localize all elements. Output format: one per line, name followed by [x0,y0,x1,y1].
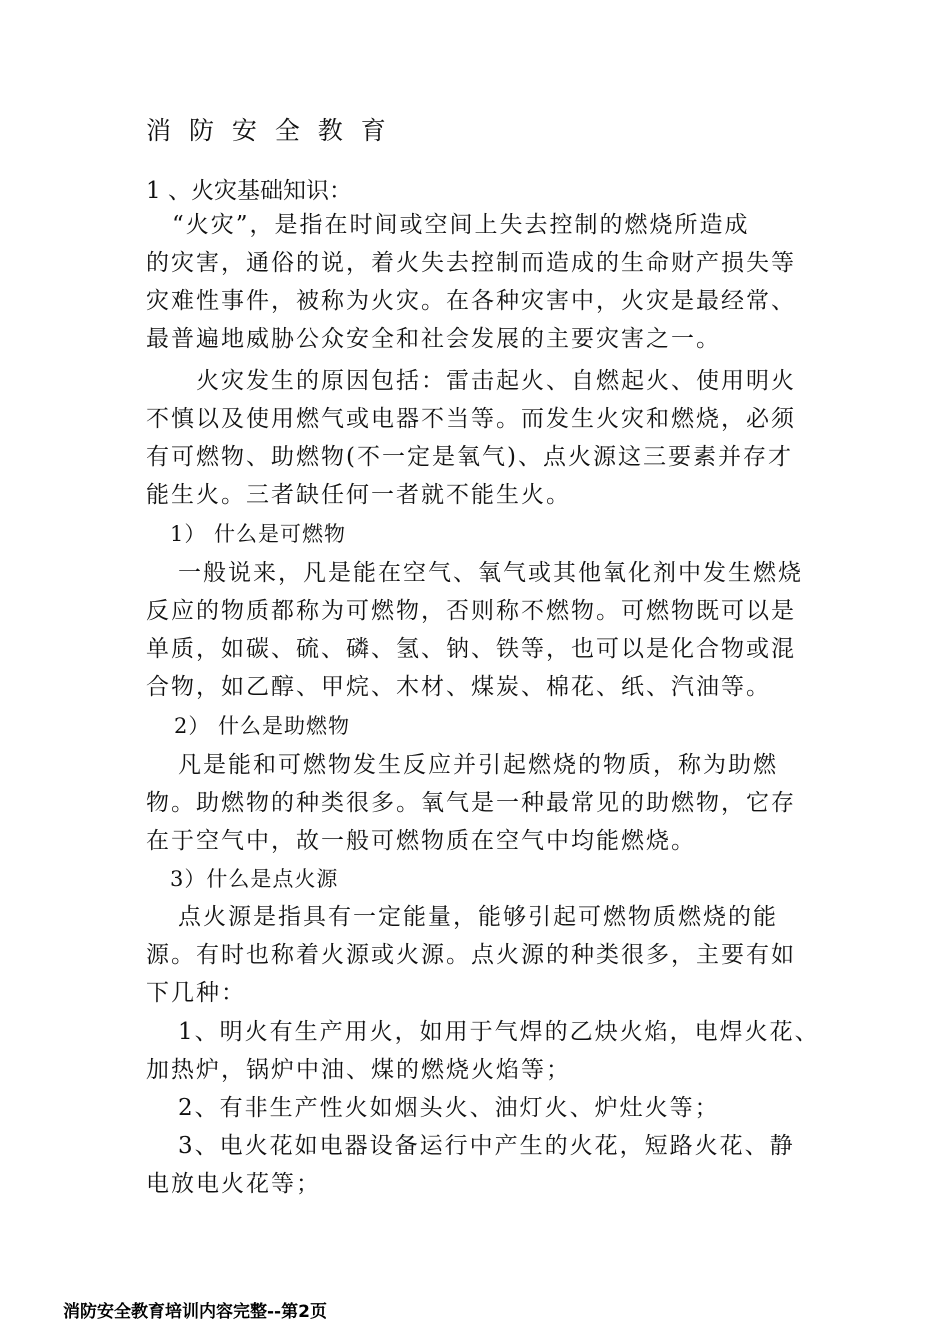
list-item: 2、有非生产性火如烟头火、油灯火、炉灶火等； [178,1095,720,1121]
paragraph-line: 下几种： [146,980,246,1006]
paragraph-line: 能生火。三者缺任何一者就不能生火。 [146,482,571,508]
list-item: 加热炉，锅炉中油、煤的燃烧火焰等； [146,1057,571,1083]
paragraph-line: 凡是能和可燃物发生反应并引起燃烧的物质，称为助燃 [178,752,778,778]
list-item: 电放电火花等； [146,1171,321,1197]
subheading-combustible: 1） 什么是可燃物 [170,522,347,546]
paragraph-line: 一般说来，凡是能在空气、氧气或其他氧化剂中发生燃烧 [178,560,803,586]
paragraph-line: 点火源是指具有一定能量，能够引起可燃物质燃烧的能 [178,904,778,930]
page-footer: 消防安全教育培训内容完整--第2页 [63,1302,327,1322]
section-heading: 1 、火灾基础知识： [146,178,352,204]
paragraph-line: 源。有时也称着火源或火源。点火源的种类很多，主要有如 [146,942,796,968]
paragraph-line: 火灾发生的原因包括：雷击起火、自燃起火、使用明火 [196,368,796,394]
document-title: 消 防 安 全 教 育 [146,116,391,145]
paragraph-line: 灾难性事件，被称为火灾。在各种灾害中，火灾是最经常、 [146,288,796,314]
paragraph-line: “火灾”，是指在时间或空间上失去控制的燃烧所造成 [172,212,750,238]
paragraph-line: 的灾害，通俗的说，着火失去控制而造成的生命财产损失等 [146,250,796,276]
paragraph-line: 不慎以及使用燃气或电器不当等。而发生火灾和燃烧，必须 [146,406,796,432]
paragraph-line: 单质，如碳、硫、磷、氢、钠、铁等，也可以是化合物或混 [146,636,796,662]
paragraph-line: 物。助燃物的种类很多。氧气是一种最常见的助燃物，它存 [146,790,796,816]
subheading-ignition-source: 3）什么是点火源 [170,867,339,891]
subheading-oxidizer: 2） 什么是助燃物 [174,714,351,738]
list-item: 1、明火有生产用火，如用于气焊的乙炔火焰，电焊火花、 [178,1019,820,1045]
list-item: 3、电火花如电器设备运行中产生的火花，短路火花、静 [178,1133,795,1159]
paragraph-line: 在于空气中，故一般可燃物质在空气中均能燃烧。 [146,828,696,854]
paragraph-line: 有可燃物、助燃物(不一定是氧气)、点火源这三要素并存才 [146,444,793,470]
paragraph-line: 合物，如乙醇、甲烷、木材、煤炭、棉花、纸、汽油等。 [146,674,771,700]
paragraph-line: 反应的物质都称为可燃物，否则称不燃物。可燃物既可以是 [146,598,796,624]
paragraph-line: 最普遍地威胁公众安全和社会发展的主要灾害之一。 [146,326,721,352]
